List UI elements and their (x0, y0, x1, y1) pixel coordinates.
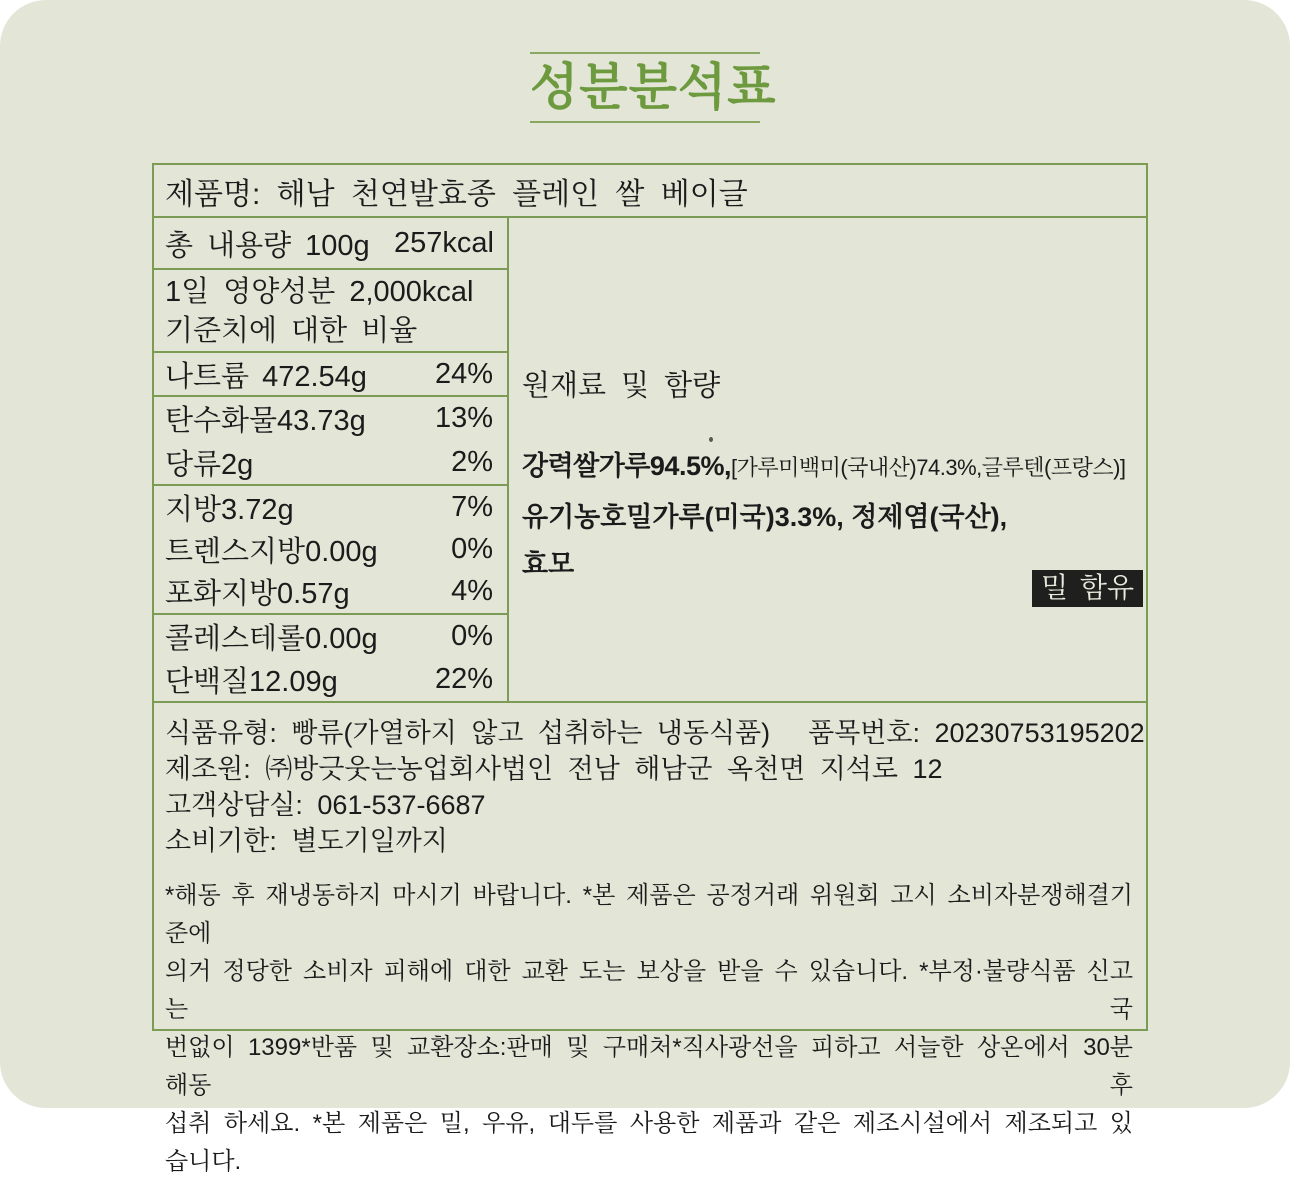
customer-service-row: 고객상담실: 061-537-6687 (165, 790, 486, 820)
nutrient-name: 당류2g (165, 448, 254, 481)
nutrient-percent: 13% (434, 402, 493, 435)
allergen-badge: 밀 함유 (1032, 570, 1143, 607)
food-type-row (165, 715, 1145, 751)
daily-value-note-line1: 1일 영양성분 2,000kcal (165, 276, 474, 308)
daily-value-note-line2: 기준치에 대한 비율 (165, 315, 418, 347)
disclaimer-line-1: *해동 후 재냉동하지 마시기 바랍니다. *본 제품은 공정거래 위원회 고시 소비자분쟁해결기준에 (165, 882, 1133, 947)
manufacturer-row: 제조원: ㈜방긋웃는농업회사법인 전남 해남군 옥천면 지석로 12 (165, 754, 943, 784)
nutrient-percent: 2% (451, 445, 493, 478)
ingredients-column (509, 218, 1146, 701)
nutrition-table (152, 163, 1148, 1175)
nutrient-percent: 0% (451, 532, 493, 565)
title-block (530, 52, 777, 123)
expiry-row: 소비기한: 별도기일까지 (165, 826, 448, 856)
nutrient-percent: 4% (451, 575, 493, 608)
nutrient-row-saturated-fat (154, 571, 507, 613)
disclaimer-line-3: 번없이 1399*반품 및 교환장소:판매 및 구매처*직사광선을 피하고 서늘한 상온에서 30분 해동 후 (165, 1034, 1133, 1099)
title-rule-bottom (530, 121, 760, 123)
ingredient-main: 강력쌀가루94.5%, (522, 451, 731, 481)
nutrient-name: 콜레스테롤0.00g (165, 623, 378, 655)
nutrient-percent: 0% (451, 620, 493, 652)
item-number-text: 품목번호: 20230753195202 (808, 718, 1145, 748)
nutrition-facts-column (154, 218, 509, 701)
serving-size-label: 총 내용량 100g (165, 229, 370, 262)
disclaimer-paragraph (165, 877, 1133, 1181)
nutrient-name: 트렌스지방0.00g (165, 535, 378, 568)
nutrient-group-carbs (154, 397, 507, 486)
disclaimer-line-2: 의거 정당한 소비자 피해에 대한 교환 도는 보상을 받을 수 있습니다. *부정·불량식품 신고는 국 (165, 958, 1133, 1023)
nutrient-row-fat (154, 486, 507, 528)
food-type-text: 식품유형: 빵류(가열하지 않고 섭취하는 냉동식품) (165, 718, 771, 748)
nutrient-percent: 24% (434, 357, 493, 390)
nutrient-name: 나트륨 472.54g (165, 360, 367, 393)
nutrient-row-trans-fat (154, 528, 507, 570)
disclaimer-line-4: 섭취 하세요. *본 제품은 밀, 우유, 대두를 사용한 제품과 같은 제조시설에서 제조되고 있습니다. (165, 1110, 1133, 1175)
nutrient-name: 포화지방0.57g (165, 578, 350, 611)
ingredients-line-3: 효모 (522, 549, 575, 579)
product-name-row (154, 165, 1146, 218)
nutrient-row-sodium (154, 353, 507, 395)
nutrient-row-cholesterol (154, 615, 507, 658)
nutrient-group-protein (154, 615, 507, 701)
product-name-text: 제품명: 해남 천연발효종 플레인 쌀 베이글 (165, 177, 748, 211)
nutrient-row-protein (154, 658, 507, 701)
ingredients-line-1 (522, 444, 1126, 483)
page-title: 성분분석표 (530, 59, 777, 115)
ingredients-heading: 원재료 및 함량 (522, 370, 721, 402)
daily-value-note (154, 270, 507, 353)
serving-kcal-value: 257kcal (394, 226, 494, 259)
nutrient-name: 탄수화물43.73g (165, 405, 366, 438)
nutrient-group-sodium (154, 353, 507, 397)
product-info-section (154, 703, 1146, 1175)
ingredient-detail: [가루미백미(국내산)74.3%,글루텐(프랑스)] (730, 455, 1126, 480)
serving-size-row (154, 218, 507, 270)
nutrient-percent: 22% (434, 663, 493, 695)
nutrient-percent: 7% (451, 490, 493, 523)
nutrient-row-sugars (154, 441, 507, 485)
nutrient-group-fats (154, 486, 507, 615)
nutrient-name: 지방3.72g (165, 493, 294, 526)
nutrient-name: 단백질12.09g (165, 666, 338, 698)
ingredients-line-2: 유기농호밀가루(미국)3.3%, 정제염(국산), (522, 502, 1008, 532)
nutrient-row-carbohydrate (154, 397, 507, 441)
table-middle-section (154, 218, 1146, 703)
stray-dot-artifact (709, 437, 713, 442)
